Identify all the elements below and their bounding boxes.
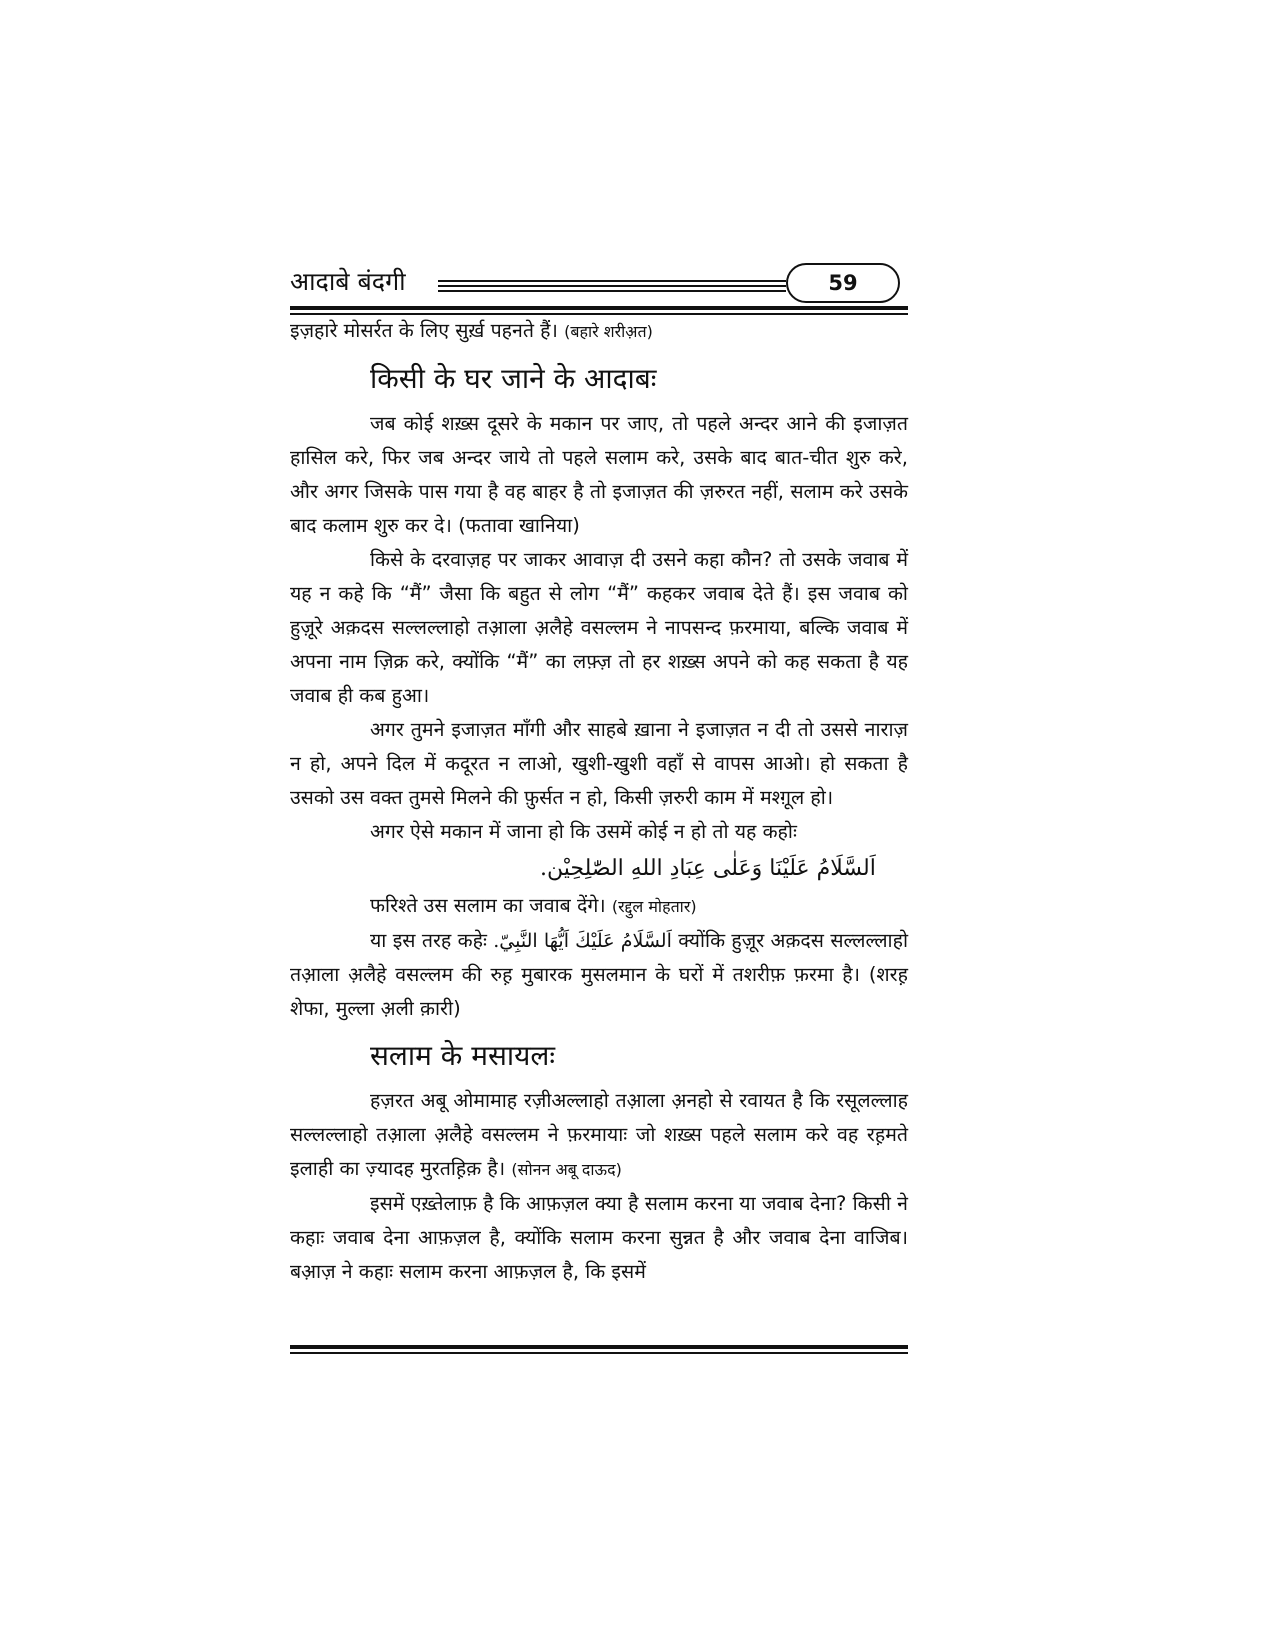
footer-rule <box>290 1345 908 1354</box>
citation: (शरह़ शेफा, मुल्ला अ़ली क़ारी) <box>290 963 909 1020</box>
citation: (रद्दुल मोहतार) <box>611 897 697 916</box>
arabic-text: اَلسَّلَامُ عَلَيْكَ اَيُّهَا النَّبِيّ. <box>493 930 672 952</box>
paragraph <box>290 314 908 349</box>
page-header <box>290 262 908 310</box>
citation: (बहारे शरीअ़त) <box>564 322 653 341</box>
section-heading: किसी के घर जाने के आदाबः <box>370 362 657 395</box>
paragraph-text: फरिश्ते उस सलाम का जवाब देंगे। <box>370 894 606 917</box>
page-number: 59 <box>786 263 900 303</box>
paragraph: अगर तुमने इजाज़त माँगी और साहबे ख़ाना ने इजाज़त न दी तो उससे नाराज़ न हो, अपने दिल में कदूरत न लाओ, खुशी-खुशी वहाँ से वापस आओ। हो सकता है उसको उस वक्त तुमसे मिलने की फ़ुर्सत न हो, किसी ज़रुरी काम में मश्ग़ूल हो। <box>290 718 908 809</box>
paragraph: अगर ऐसे मकान में जाना हो कि उसमें कोई न हो तो यह कहोः <box>370 820 797 843</box>
paragraph-text: इज़हारे मोसर्रत के लिए सुर्ख़ पहनते हैं। <box>290 319 558 342</box>
citation: (सोनन अबू दाऊद) <box>511 1160 622 1179</box>
paragraph <box>290 1084 908 1187</box>
paragraph: किसे के दरवाज़ह पर जाकर आवाज़ दी उसने कहा कौन? तो उसके जवाब में यह न कहे कि “मैं” जैसा कि बहुत से लोग “मैं” कहकर जवाब देते हैं। इस जवाब को हुज़ूरे अक़दस सल्लल्लाहो तआ़ला अ़लैहे वसल्लम ने नापसन्द फ़रमाया, बल्कि जवाब में अपना नाम ज़िक्र करे, क्योंकि “मैं” का लफ़्ज़ तो हर शख़्स अपने को कह सकता है यह जवाब ही कब हुआ। <box>290 548 908 707</box>
paragraph: इसमें एख़्तेलाफ़ है कि आफ़ज़ल क्या है सलाम करना या जवाब देना? किसी ने कहाः जवाब देना आफ़ज़ल है, क्योंकि सलाम करना सुन्नत है और जवाब देना वाजिब। बआ़ज़ ने कहाः सलाम करना आफ़ज़ल है, कि इसमें <box>290 1192 908 1283</box>
section-heading: सलाम के मसायलः <box>370 1039 556 1072</box>
paragraph <box>290 407 908 543</box>
citation: (फतावा खानिया) <box>458 514 580 537</box>
arabic-text: اَلسَّلَامُ عَلَيْنَا وَعَلٰى عِبَادِ اللهِ الصّٰلِحِيْن. <box>540 856 876 881</box>
paragraph-text: हज़रत अबू ओमामाह रज़ीअल्लाहो तआ़ला अ़नहो से रवायत है कि रसूलल्लाह सल्लल्लाहो तआ़ला अ़लैहे वसल्लम ने फ़रमायाः जो शख़्स पहले सलाम करे वह रह़मते इलाही का ज़्यादह मुरतह़िक़ है। <box>290 1089 908 1180</box>
paragraph-text: क्योंकि हुज़ूर अक़दस सल्लल्लाहो तआ़ला अ़लैहे वसल्लम की रुह़ मुबारक मुसलमान के घरों में तशरीफ़ फ़रमा है। <box>290 929 908 986</box>
paragraph-text: या इस तरह कहेः <box>370 929 487 952</box>
header-rule <box>438 280 786 295</box>
book-title: आदाबे बंदगी <box>290 267 406 296</box>
paragraph <box>290 889 908 924</box>
paragraph-text: जब कोई शख़्स दूसरे के मकान पर जाए, तो पहले अन्दर आने की इजाज़त हासिल करे, फिर जब अन्दर जाये तो पहले सलाम करे, उसके बाद बात-चीत शुरु करे, और अगर जिसके पास गया है वह बाहर है तो इजाज़त की ज़रुरत नहीं, सलाम करे उसके बाद कलाम शुरु कर दे। <box>290 412 908 537</box>
body-text <box>290 314 908 1289</box>
paragraph <box>290 924 908 1026</box>
